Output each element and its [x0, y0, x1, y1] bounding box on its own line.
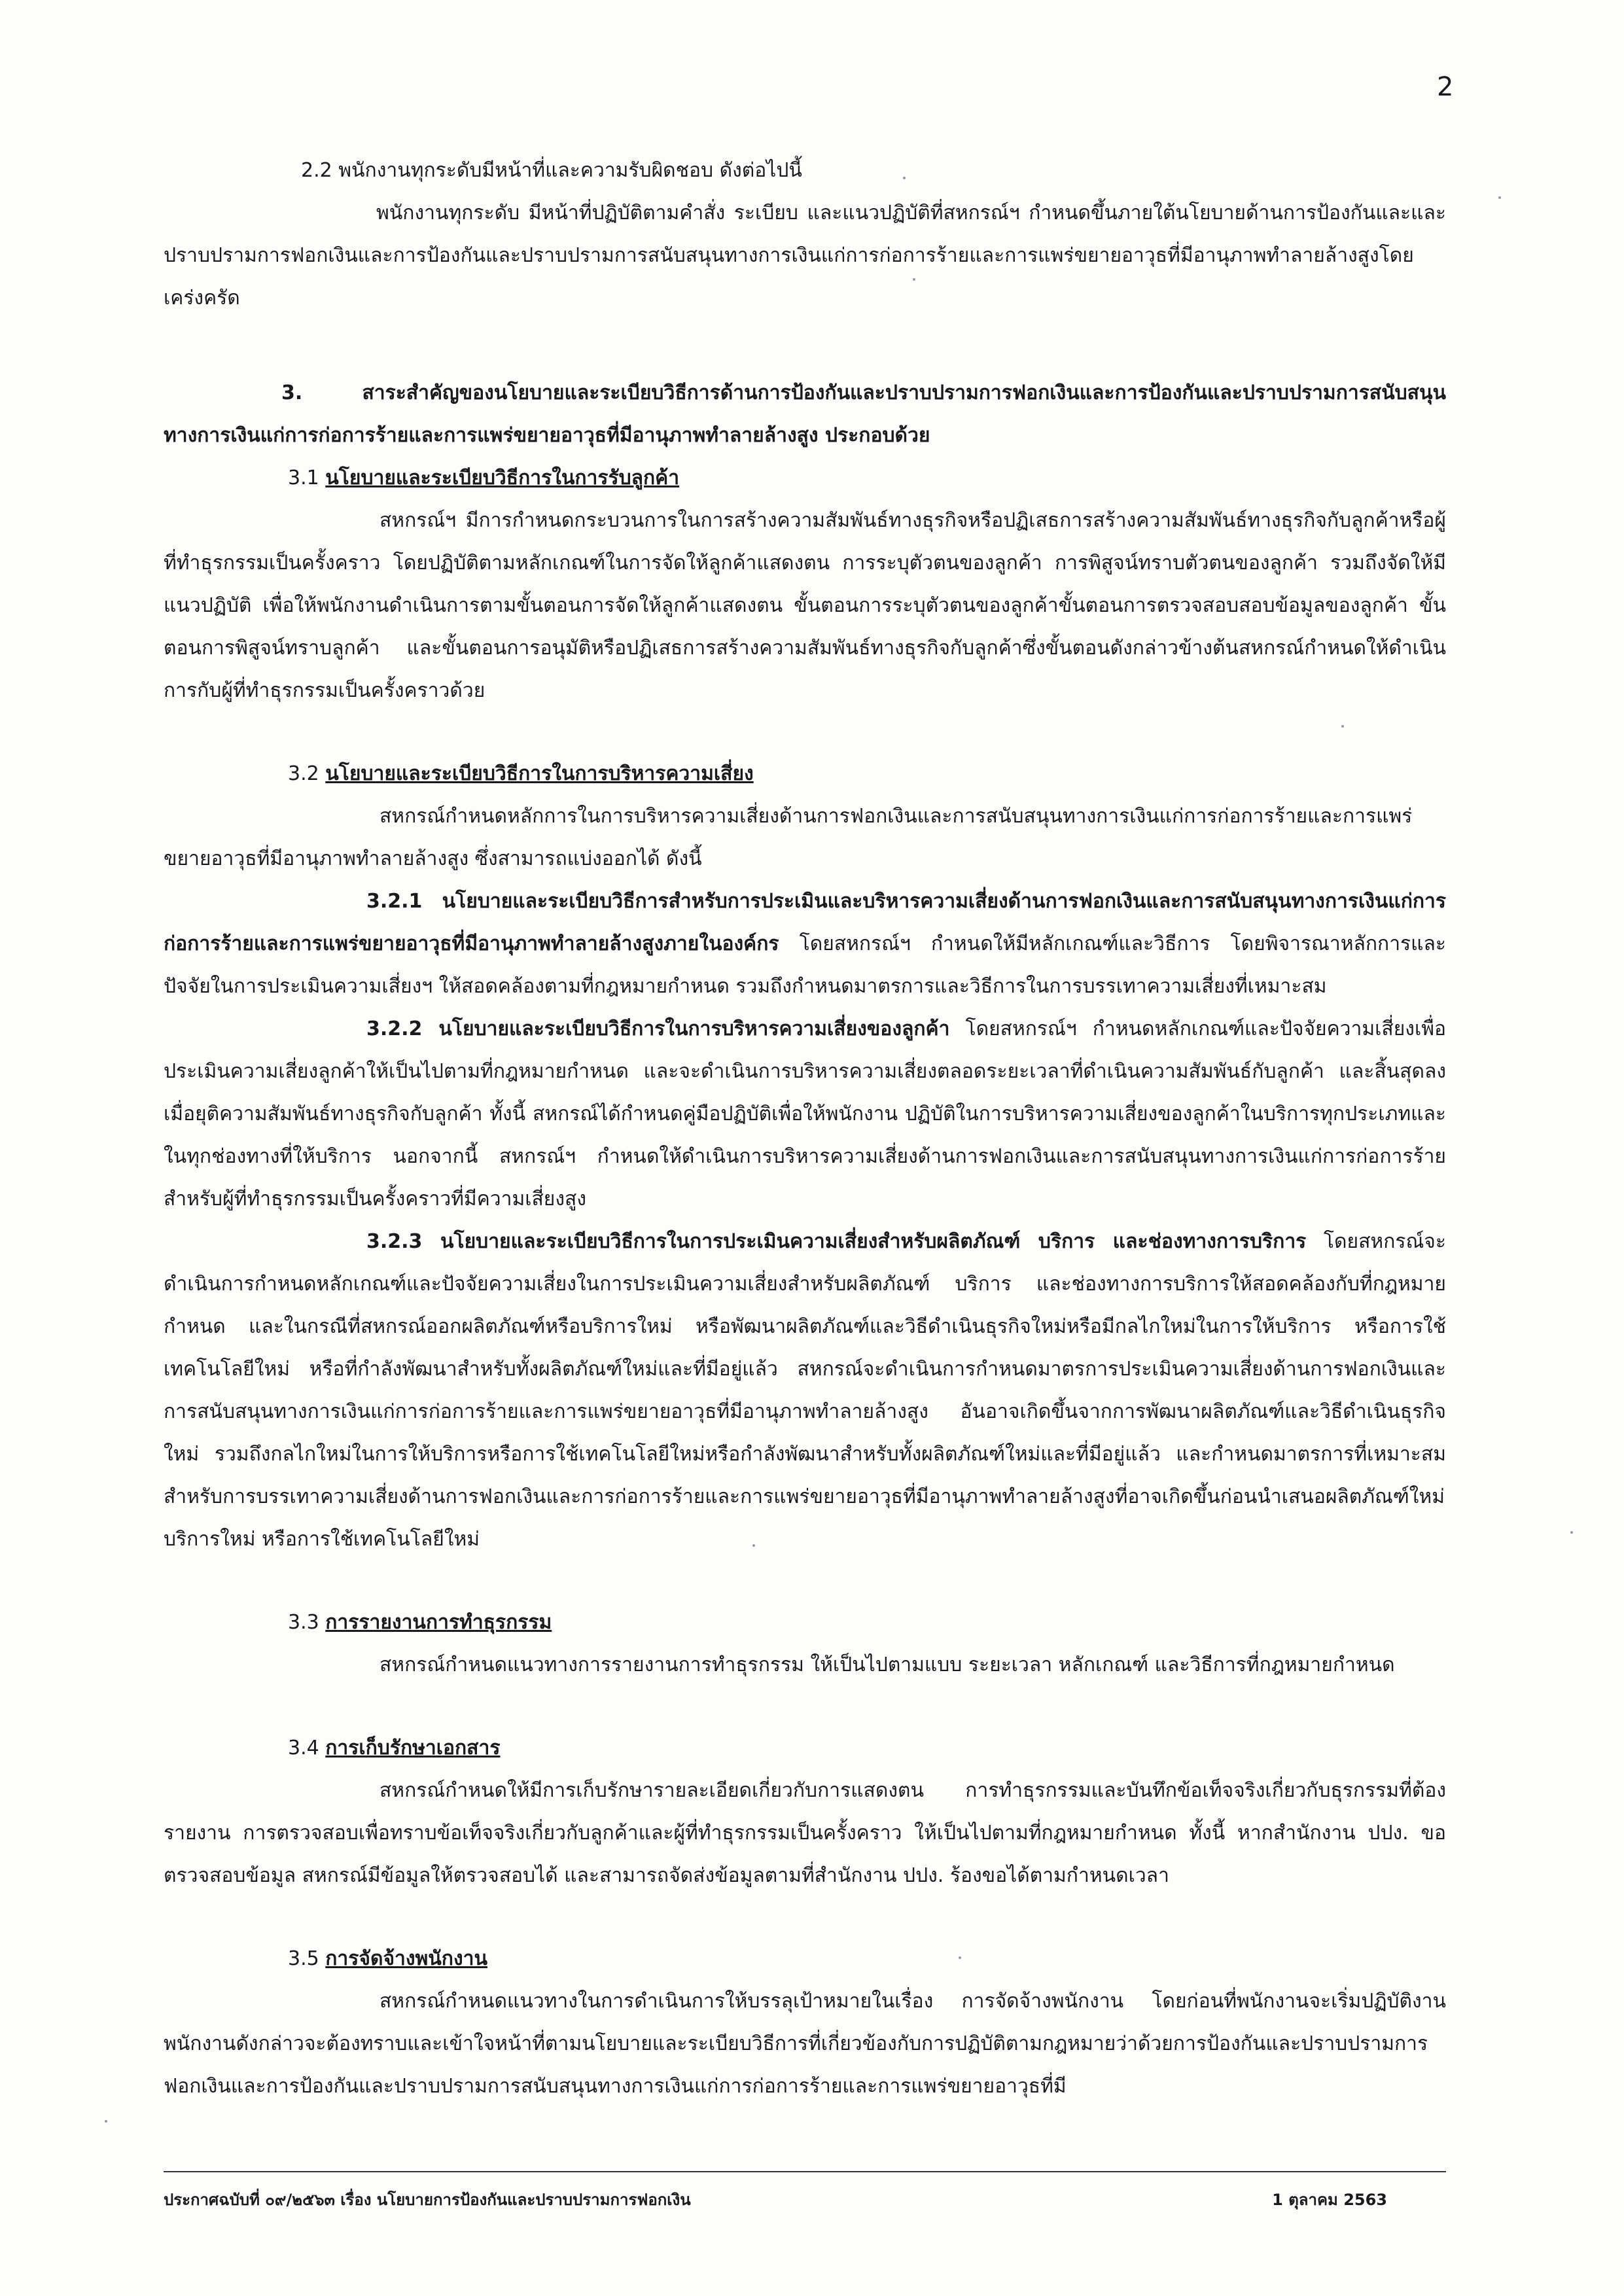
- section-3-1-number: 3.1: [288, 467, 319, 489]
- section-3-5-title: การจัดจ้างพนักงาน: [325, 1947, 487, 1970]
- section-3-2-body: สหกรณ์กำหนดหลักการในการบริหารความเสี่ยงด้านการฟอกเงินและการสนับสนุนทางการเงินแก่การก่อการร้ายและการแพร่ขยายอาวุธที่มีอานุภาพทำลายล้างสูง ซึ่งสามารถแบ่งออกได้ ดังนี้: [164, 805, 1413, 870]
- footer-announcement: ประกาศฉบับที่ ๐๙/๒๕๖๓ เรื่อง นโยบายการป้องกันและปราบปรามการฟอกเงิน: [164, 2191, 691, 2209]
- section-3-1-title: นโยบายและระเบียบวิธีการในการรับลูกค้า: [325, 467, 680, 489]
- scan-speck: [903, 177, 906, 179]
- section-3-2-1: [164, 880, 1446, 1008]
- scan-speck: [1498, 196, 1501, 199]
- section-3-heading: 3. สาระสำคัญของนโยบายและระเบียบวิธีการด้านการป้องกันและปราบปรามการฟอกเงินและการป้องกันและปราบปรามการสนับสนุนทางการเงินแก่การก่อการร้ายและการแพร่ขยายอาวุธที่มีอานุภาพทำลายล้างสูง ประกอบด้วย: [164, 381, 1446, 447]
- page-footer: [164, 2171, 1446, 2209]
- scan-speck: [105, 2120, 107, 2123]
- section-3-2-heading: [164, 752, 1446, 795]
- section-3-1-body: สหกรณ์ฯ มีการกำหนดกระบวนการในการสร้างความสัมพันธ์ทางธุรกิจหรือปฏิเสธการสร้างความสัมพันธ์ทางธุรกิจกับลูกค้าหรือผู้ที่ทำธุรกรรมเป็นครั้งคราว โดยปฏิบัติตามหลักเกณฑ์ในการจัดให้ลูกค้าแสดงตน การระบุตัวตนของลูกค้า การพิสูจน์ทราบตัวตนของลูกค้า รวมถึงจัดให้มีแนวปฏิบัติ เพื่อให้พนักงานดำเนินการตามขั้นตอนการจัดให้ลูกค้าแสดงตน ขั้นตอนการระบุตัวตนของลูกค้าขั้นตอนการตรวจสอบสอบข้อมูลของลูกค้า ขั้นตอนการพิสูจน์ทราบลูกค้า และขั้นตอนการอนุมัติหรือปฏิเสธการสร้างความสัมพันธ์ทางธุรกิจกับลูกค้าซึ่งขั้นตอนดังกล่าวข้างต้นสหกรณ์กำหนดให้ดำเนินการกับผู้ที่ทำธุรกรรมเป็นครั้งคราวด้วย: [164, 509, 1446, 702]
- document-body: [164, 149, 1446, 2108]
- section-3-2-3-body: โดยสหกรณ์จะดำเนินการกำหนดหลักเกณฑ์และปัจจัยความเสี่ยงในการประเมินความเสี่ยงสำหรับผลิตภัณฑ์ บริการ และช่องทางการบริการให้สอดคล้องกับที่กฎหมายกำหนด และในกรณีที่สหกรณ์ออกผลิตภัณฑ์หรือบริการใหม่ หรือพัฒนาผลิตภัณฑ์และวิธีดำเนินธุรกิจใหม่หรือมีกลไกใหม่ในการให้บริการ หรือการใช้เทคโนโลยีใหม่ หรือที่กำลังพัฒนาสำหรับทั้งผลิตภัณฑ์ใหม่และที่มีอยู่แล้ว สหกรณ์จะดำเนินการกำหนดมาตรการประเมินความเสี่ยงด้านการฟอกเงินและการสนับสนุนทางการเงินแก่การก่อการร้ายและการแพร่ขยายอาวุธที่มีอานุภาพทำลายล้างสูง อันอาจเกิดขึ้นจากการพัฒนาผลิตภัณฑ์และวิธีดำเนินธุรกิจใหม่ รวมถึงกลไกใหม่ในการให้บริการหรือการใช้เทคโนโลยีใหม่หรือกำลังพัฒนาสำหรับทั้งผลิตภัณฑ์ใหม่และที่มีอยู่แล้ว และกำหนดมาตรการที่เหมาะสมสำหรับการบรรเทาความเสี่ยงด้านการฟอกเงินและการก่อการร้ายและการแพร่ขยายอาวุธที่มีอานุภาพทำลายล้างสูงที่อาจเกิดขึ้นก่อนนำเสนอผลิตภัณฑ์ใหม่ บริการใหม่ หรือการใช้เทคโนโลยีใหม่: [164, 1230, 1446, 1551]
- section-3-2-2-body: โดยสหกรณ์ฯ กำหนดหลักเกณฑ์และปัจจัยความเสี่ยงเพื่อประเมินความเสี่ยงลูกค้าให้เป็นไปตามที่กฎหมายกำหนด และจะดำเนินการบริหารความเสี่ยงตลอดระยะเวลาที่ดำเนินความสัมพันธ์กับลูกค้า และสิ้นสุดลงเมื่อยุติความสัมพันธ์ทางธุรกิจกับลูกค้า ทั้งนี้ สหกรณ์ได้กำหนดคู่มือปฏิบัติเพื่อให้พนักงาน ปฏิบัติในการบริหารความเสี่ยงของลูกค้าในบริการทุกประเภทและในทุกช่องทางที่ให้บริการ นอกจากนี้ สหกรณ์ฯ กำหนดให้ดำเนินการบริหารความเสี่ยงด้านการฟอกเงินและการสนับสนุนทางการเงินแก่การก่อการร้ายสำหรับผู้ที่ทำธุรกรรมเป็นครั้งคราวที่มีความเสี่ยงสูง: [164, 1017, 1446, 1210]
- section-2-2-body: พนักงานทุกระดับ มีหน้าที่ปฏิบัติตามคำสั่ง ระเบียบ และแนวปฏิบัติที่สหกรณ์ฯ กำหนดขึ้นภายใต้นโยบายด้านการป้องกันและและปราบปรามการฟอกเงินและการป้องกันและปราบปรามการสนับสนุนทางการเงินแก่การก่อการร้ายและการแพร่ขยายอาวุธที่มีอานุภาพทำลายล้างสูงโดยเคร่งครัด: [164, 202, 1446, 309]
- scan-speck: [1570, 1531, 1573, 1534]
- scan-speck: [752, 1544, 755, 1547]
- scan-speck: [1341, 725, 1344, 728]
- section-3-5-heading: [164, 1937, 1446, 1980]
- section-3-2-1-body: โดยสหกรณ์ฯ กำหนดให้มีหลักเกณฑ์และวิธีการ โดยพิจารณาหลักการและปัจจัยในการประเมินความเสี่ยงฯ ให้สอดคล้องตามที่กฎหมายกำหนด รวมถึงกำหนดมาตรการและวิธีการในการบรรเทาความเสี่ยงที่เหมาะสม: [164, 932, 1446, 998]
- section-3-2-number: 3.2: [288, 762, 319, 785]
- footer-date: 1 ตุลาคม 2563: [1272, 2191, 1387, 2209]
- section-3-1-heading: [164, 457, 1446, 499]
- section-3-2-2: [164, 1008, 1446, 1220]
- section-3-4-number: 3.4: [288, 1737, 319, 1759]
- section-3-2-2-lead: 3.2.2 นโยบายและระเบียบวิธีการในการบริหารความเสี่ยงของลูกค้า: [366, 1017, 950, 1040]
- section-3-4-body: สหกรณ์กำหนดให้มีการเก็บรักษารายละเอียดเกี่ยวกับการแสดงตน การทำธุรกรรมและบันทึกข้อเท็จจริงเกี่ยวกับธุรกรรมที่ต้องรายงาน การตรวจสอบเพื่อทราบข้อเท็จจริงเกี่ยวกับลูกค้าและผู้ที่ทำธุรกรรมเป็นครั้งคราว ให้เป็นไปตามที่กฎหมายกำหนด ทั้งนี้ หากสำนักงาน ปปง. ขอตรวจสอบข้อมูล สหกรณ์มีข้อมูลให้ตรวจสอบได้ และสามารถจัดส่งข้อมูลตามที่สำนักงาน ปปง. ร้องขอได้ตามกำหนดเวลา: [164, 1779, 1446, 1887]
- section-3-3-body: สหกรณ์กำหนดแนวทางการรายงานการทำธุรกรรม ให้เป็นไปตามแบบ ระยะเวลา หลักเกณฑ์ และวิธีการที่กฎหมายกำหนด: [380, 1653, 1395, 1676]
- page-number: 2: [1437, 72, 1454, 102]
- section-3-5-body: สหกรณ์กำหนดแนวทางในการดำเนินการให้บรรลุเป้าหมายในเรื่อง การจัดจ้างพนักงาน โดยก่อนที่พนักงานจะเริ่มปฏิบัติงาน พนักงานดังกล่าวจะต้องทราบและเข้าใจหน้าที่ตามนโยบายและระเบียบวิธีการที่เกี่ยวข้องกับการปฏิบัติตามกฎหมายว่าด้วยการป้องกันและปราบปรามการฟอกเงินและการป้องกันและปราบปรามการสนับสนุนทางการเงินแก่การก่อการร้ายและการแพร่ขยายอาวุธที่มี: [164, 1990, 1446, 2098]
- section-2-2-heading: 2.2 พนักงานทุกระดับมีหน้าที่และความรับผิดชอบ ดังต่อไปนี้: [301, 159, 802, 182]
- section-3-3-title: การรายงานการทำธุรกรรม: [325, 1611, 552, 1634]
- section-3-3-heading: [164, 1601, 1446, 1644]
- section-3-2-title: นโยบายและระเบียบวิธีการในการบริหารความเสี่ยง: [325, 762, 754, 785]
- section-3-4-title: การเก็บรักษาเอกสาร: [325, 1737, 501, 1759]
- section-3-2-1-lead: 3.2.1 นโยบายและระเบียบวิธีการสำหรับการประเมินและบริหารความเสี่ยงด้านการฟอกเงินและการสนับสนุนทางการเงินแก่การก่อการร้ายและการแพร่ขยายอาวุธที่มีอานุภาพทำลายล้างสูงภายในองค์กร: [164, 890, 1446, 955]
- section-3-2-3-lead: 3.2.3 นโยบายและระเบียบวิธีการในการประเมินความเสี่ยงสำหรับผลิตภัณฑ์ บริการ และช่องทางการบริการ: [366, 1230, 1307, 1253]
- section-3-2-3: [164, 1220, 1446, 1561]
- scan-speck: [959, 1956, 961, 1959]
- section-3-3-number: 3.3: [288, 1611, 319, 1634]
- section-3-5-number: 3.5: [288, 1947, 319, 1970]
- scan-speck: [913, 278, 915, 281]
- section-3-4-heading: [164, 1727, 1446, 1769]
